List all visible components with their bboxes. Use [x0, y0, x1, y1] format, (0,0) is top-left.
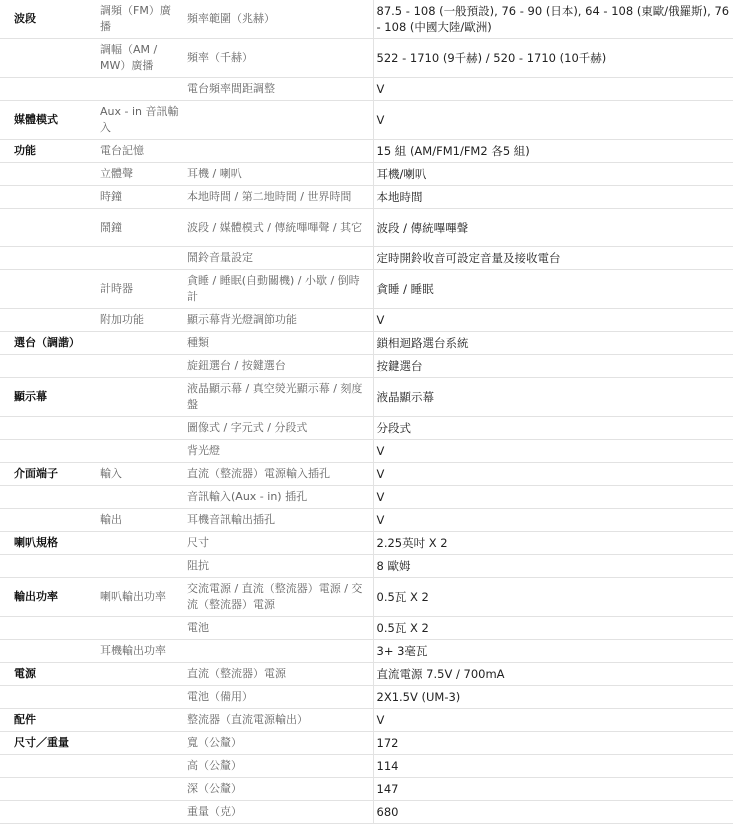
category-cell	[0, 640, 96, 663]
category-cell	[0, 440, 96, 463]
spec-row	[0, 101, 733, 140]
spec-row	[0, 417, 733, 440]
item-cell: 本地時間 / 第二地時間 / 世界時間	[183, 186, 373, 209]
spec-row	[0, 270, 733, 309]
item-cell: 音訊輸入(Aux - in) 插孔	[183, 486, 373, 509]
value-cell: V	[373, 509, 733, 532]
category-cell	[0, 247, 96, 270]
subcategory-cell	[96, 417, 183, 440]
category-cell	[0, 163, 96, 186]
category-cell: 介面端子	[0, 463, 96, 486]
category-cell	[0, 686, 96, 709]
category-cell	[0, 555, 96, 578]
item-cell: 交流電源 / 直流（整流器）電源 / 交流（整流器）電源	[183, 578, 373, 617]
item-cell: 電池（備用）	[183, 686, 373, 709]
category-cell	[0, 417, 96, 440]
item-cell: 頻率範圍（兆赫）	[183, 0, 373, 39]
value-cell: 114	[373, 755, 733, 778]
subcategory-cell	[96, 686, 183, 709]
item-cell: 頻率（千赫）	[183, 39, 373, 78]
value-cell: 3+ 3毫瓦	[373, 640, 733, 663]
value-cell: 2X1.5V (UM-3)	[373, 686, 733, 709]
category-cell: 電源	[0, 663, 96, 686]
value-cell: 分段式	[373, 417, 733, 440]
category-cell: 選台（調諧）	[0, 332, 96, 355]
subcategory-cell: 調幅（AM / MW）廣播	[96, 39, 183, 78]
value-cell: 液晶顯示幕	[373, 378, 733, 417]
item-cell: 鬧鈴音量設定	[183, 247, 373, 270]
value-cell: 147	[373, 778, 733, 801]
category-cell	[0, 186, 96, 209]
spec-row	[0, 247, 733, 270]
spec-row	[0, 709, 733, 732]
value-cell: 按鍵選台	[373, 355, 733, 378]
subcategory-cell: Aux - in 音訊輸入	[96, 101, 183, 140]
item-cell: 背光燈	[183, 440, 373, 463]
subcategory-cell	[96, 732, 183, 755]
item-cell: 耳機音訊輸出插孔	[183, 509, 373, 532]
item-cell: 旋鈕選台 / 按鍵選台	[183, 355, 373, 378]
value-cell: 87.5 - 108 (一般預設), 76 - 90 (日本), 64 - 108 (東歐/俄羅斯), 76 - 108 (中國大陸/歐洲)	[373, 0, 733, 39]
category-cell	[0, 617, 96, 640]
spec-row	[0, 732, 733, 755]
spec-row	[0, 39, 733, 78]
subcategory-cell: 計時器	[96, 270, 183, 309]
category-cell	[0, 755, 96, 778]
subcategory-cell	[96, 709, 183, 732]
item-cell	[183, 140, 373, 163]
subcategory-cell	[96, 801, 183, 824]
item-cell: 種類	[183, 332, 373, 355]
spec-row	[0, 209, 733, 247]
subcategory-cell: 調頻（FM）廣播	[96, 0, 183, 39]
value-cell: V	[373, 440, 733, 463]
item-cell	[183, 101, 373, 140]
subcategory-cell: 耳機輸出功率	[96, 640, 183, 663]
value-cell: 本地時間	[373, 186, 733, 209]
item-cell: 顯示幕背光燈調節功能	[183, 309, 373, 332]
value-cell: 鎖相迴路選台系統	[373, 332, 733, 355]
category-cell	[0, 509, 96, 532]
subcategory-cell	[96, 378, 183, 417]
spec-row	[0, 640, 733, 663]
spec-row	[0, 617, 733, 640]
value-cell: 522 - 1710 (9千赫) / 520 - 1710 (10千赫)	[373, 39, 733, 78]
subcategory-cell: 喇叭輸出功率	[96, 578, 183, 617]
value-cell: 定時開鈴收音可設定音量及接收電台	[373, 247, 733, 270]
item-cell: 重量（克）	[183, 801, 373, 824]
category-cell: 尺寸／重量	[0, 732, 96, 755]
category-cell	[0, 355, 96, 378]
category-cell: 媒體模式	[0, 101, 96, 140]
category-cell	[0, 270, 96, 309]
spec-row	[0, 463, 733, 486]
spec-row	[0, 663, 733, 686]
spec-row	[0, 509, 733, 532]
subcategory-cell	[96, 532, 183, 555]
item-cell: 尺寸	[183, 532, 373, 555]
value-cell: 15 組 (AM/FM1/FM2 各5 組)	[373, 140, 733, 163]
subcategory-cell: 電台記憶	[96, 140, 183, 163]
spec-row	[0, 755, 733, 778]
value-cell: 2.25英吋 X 2	[373, 532, 733, 555]
spec-row	[0, 140, 733, 163]
category-cell: 功能	[0, 140, 96, 163]
category-cell: 喇叭規格	[0, 532, 96, 555]
subcategory-cell: 鬧鐘	[96, 209, 183, 247]
item-cell: 寬（公釐）	[183, 732, 373, 755]
item-cell: 圖像式 / 字元式 / 分段式	[183, 417, 373, 440]
spec-row	[0, 440, 733, 463]
spec-row	[0, 378, 733, 417]
item-cell: 液晶顯示幕 / 真空熒光顯示幕 / 刻度盤	[183, 378, 373, 417]
item-cell: 深（公釐）	[183, 778, 373, 801]
value-cell: 貪睡 / 睡眠	[373, 270, 733, 309]
value-cell: 0.5瓦 X 2	[373, 578, 733, 617]
subcategory-cell: 立體聲	[96, 163, 183, 186]
value-cell: 680	[373, 801, 733, 824]
value-cell: V	[373, 78, 733, 101]
item-cell: 波段 / 媒體模式 / 傳統嗶嗶聲 / 其它	[183, 209, 373, 247]
subcategory-cell	[96, 755, 183, 778]
item-cell: 貪睡 / 睡眠(自動關機) / 小歇 / 倒時計	[183, 270, 373, 309]
category-cell: 顯示幕	[0, 378, 96, 417]
category-cell	[0, 778, 96, 801]
category-cell	[0, 309, 96, 332]
spec-row	[0, 355, 733, 378]
spec-row	[0, 686, 733, 709]
category-cell	[0, 209, 96, 247]
spec-row	[0, 578, 733, 617]
item-cell: 整流器（直流電源輸出）	[183, 709, 373, 732]
value-cell: V	[373, 709, 733, 732]
value-cell: 耳機/喇叭	[373, 163, 733, 186]
spec-row	[0, 186, 733, 209]
spec-row	[0, 532, 733, 555]
subcategory-cell	[96, 778, 183, 801]
value-cell: V	[373, 101, 733, 140]
subcategory-cell: 輸出	[96, 509, 183, 532]
subcategory-cell: 附加功能	[96, 309, 183, 332]
category-cell: 配件	[0, 709, 96, 732]
subcategory-cell	[96, 440, 183, 463]
item-cell: 高（公釐）	[183, 755, 373, 778]
spec-row	[0, 486, 733, 509]
category-cell	[0, 801, 96, 824]
value-cell: V	[373, 486, 733, 509]
category-cell	[0, 39, 96, 78]
value-cell: 8 歐姆	[373, 555, 733, 578]
spec-row	[0, 778, 733, 801]
item-cell: 直流（整流器）電源	[183, 663, 373, 686]
subcategory-cell	[96, 332, 183, 355]
subcategory-cell	[96, 355, 183, 378]
category-cell	[0, 78, 96, 101]
value-cell: 波段 / 傳統嗶嗶聲	[373, 209, 733, 247]
spec-row	[0, 163, 733, 186]
spec-row	[0, 0, 733, 39]
subcategory-cell	[96, 663, 183, 686]
item-cell: 電池	[183, 617, 373, 640]
subcategory-cell	[96, 247, 183, 270]
value-cell: V	[373, 309, 733, 332]
category-cell: 輸出功率	[0, 578, 96, 617]
spec-row	[0, 78, 733, 101]
subcategory-cell: 輸入	[96, 463, 183, 486]
value-cell: 0.5瓦 X 2	[373, 617, 733, 640]
value-cell: V	[373, 463, 733, 486]
subcategory-cell	[96, 555, 183, 578]
subcategory-cell	[96, 78, 183, 101]
item-cell: 直流（整流器）電源輸入插孔	[183, 463, 373, 486]
item-cell: 阻抗	[183, 555, 373, 578]
item-cell	[183, 640, 373, 663]
subcategory-cell: 時鐘	[96, 186, 183, 209]
category-cell: 波段	[0, 0, 96, 39]
subcategory-cell	[96, 486, 183, 509]
spec-row	[0, 555, 733, 578]
value-cell: 172	[373, 732, 733, 755]
item-cell: 電台頻率間距調整	[183, 78, 373, 101]
item-cell: 耳機 / 喇叭	[183, 163, 373, 186]
spec-row	[0, 332, 733, 355]
category-cell	[0, 486, 96, 509]
spec-row	[0, 309, 733, 332]
spec-row	[0, 801, 733, 824]
value-cell: 直流電源 7.5V / 700mA	[373, 663, 733, 686]
subcategory-cell	[96, 617, 183, 640]
